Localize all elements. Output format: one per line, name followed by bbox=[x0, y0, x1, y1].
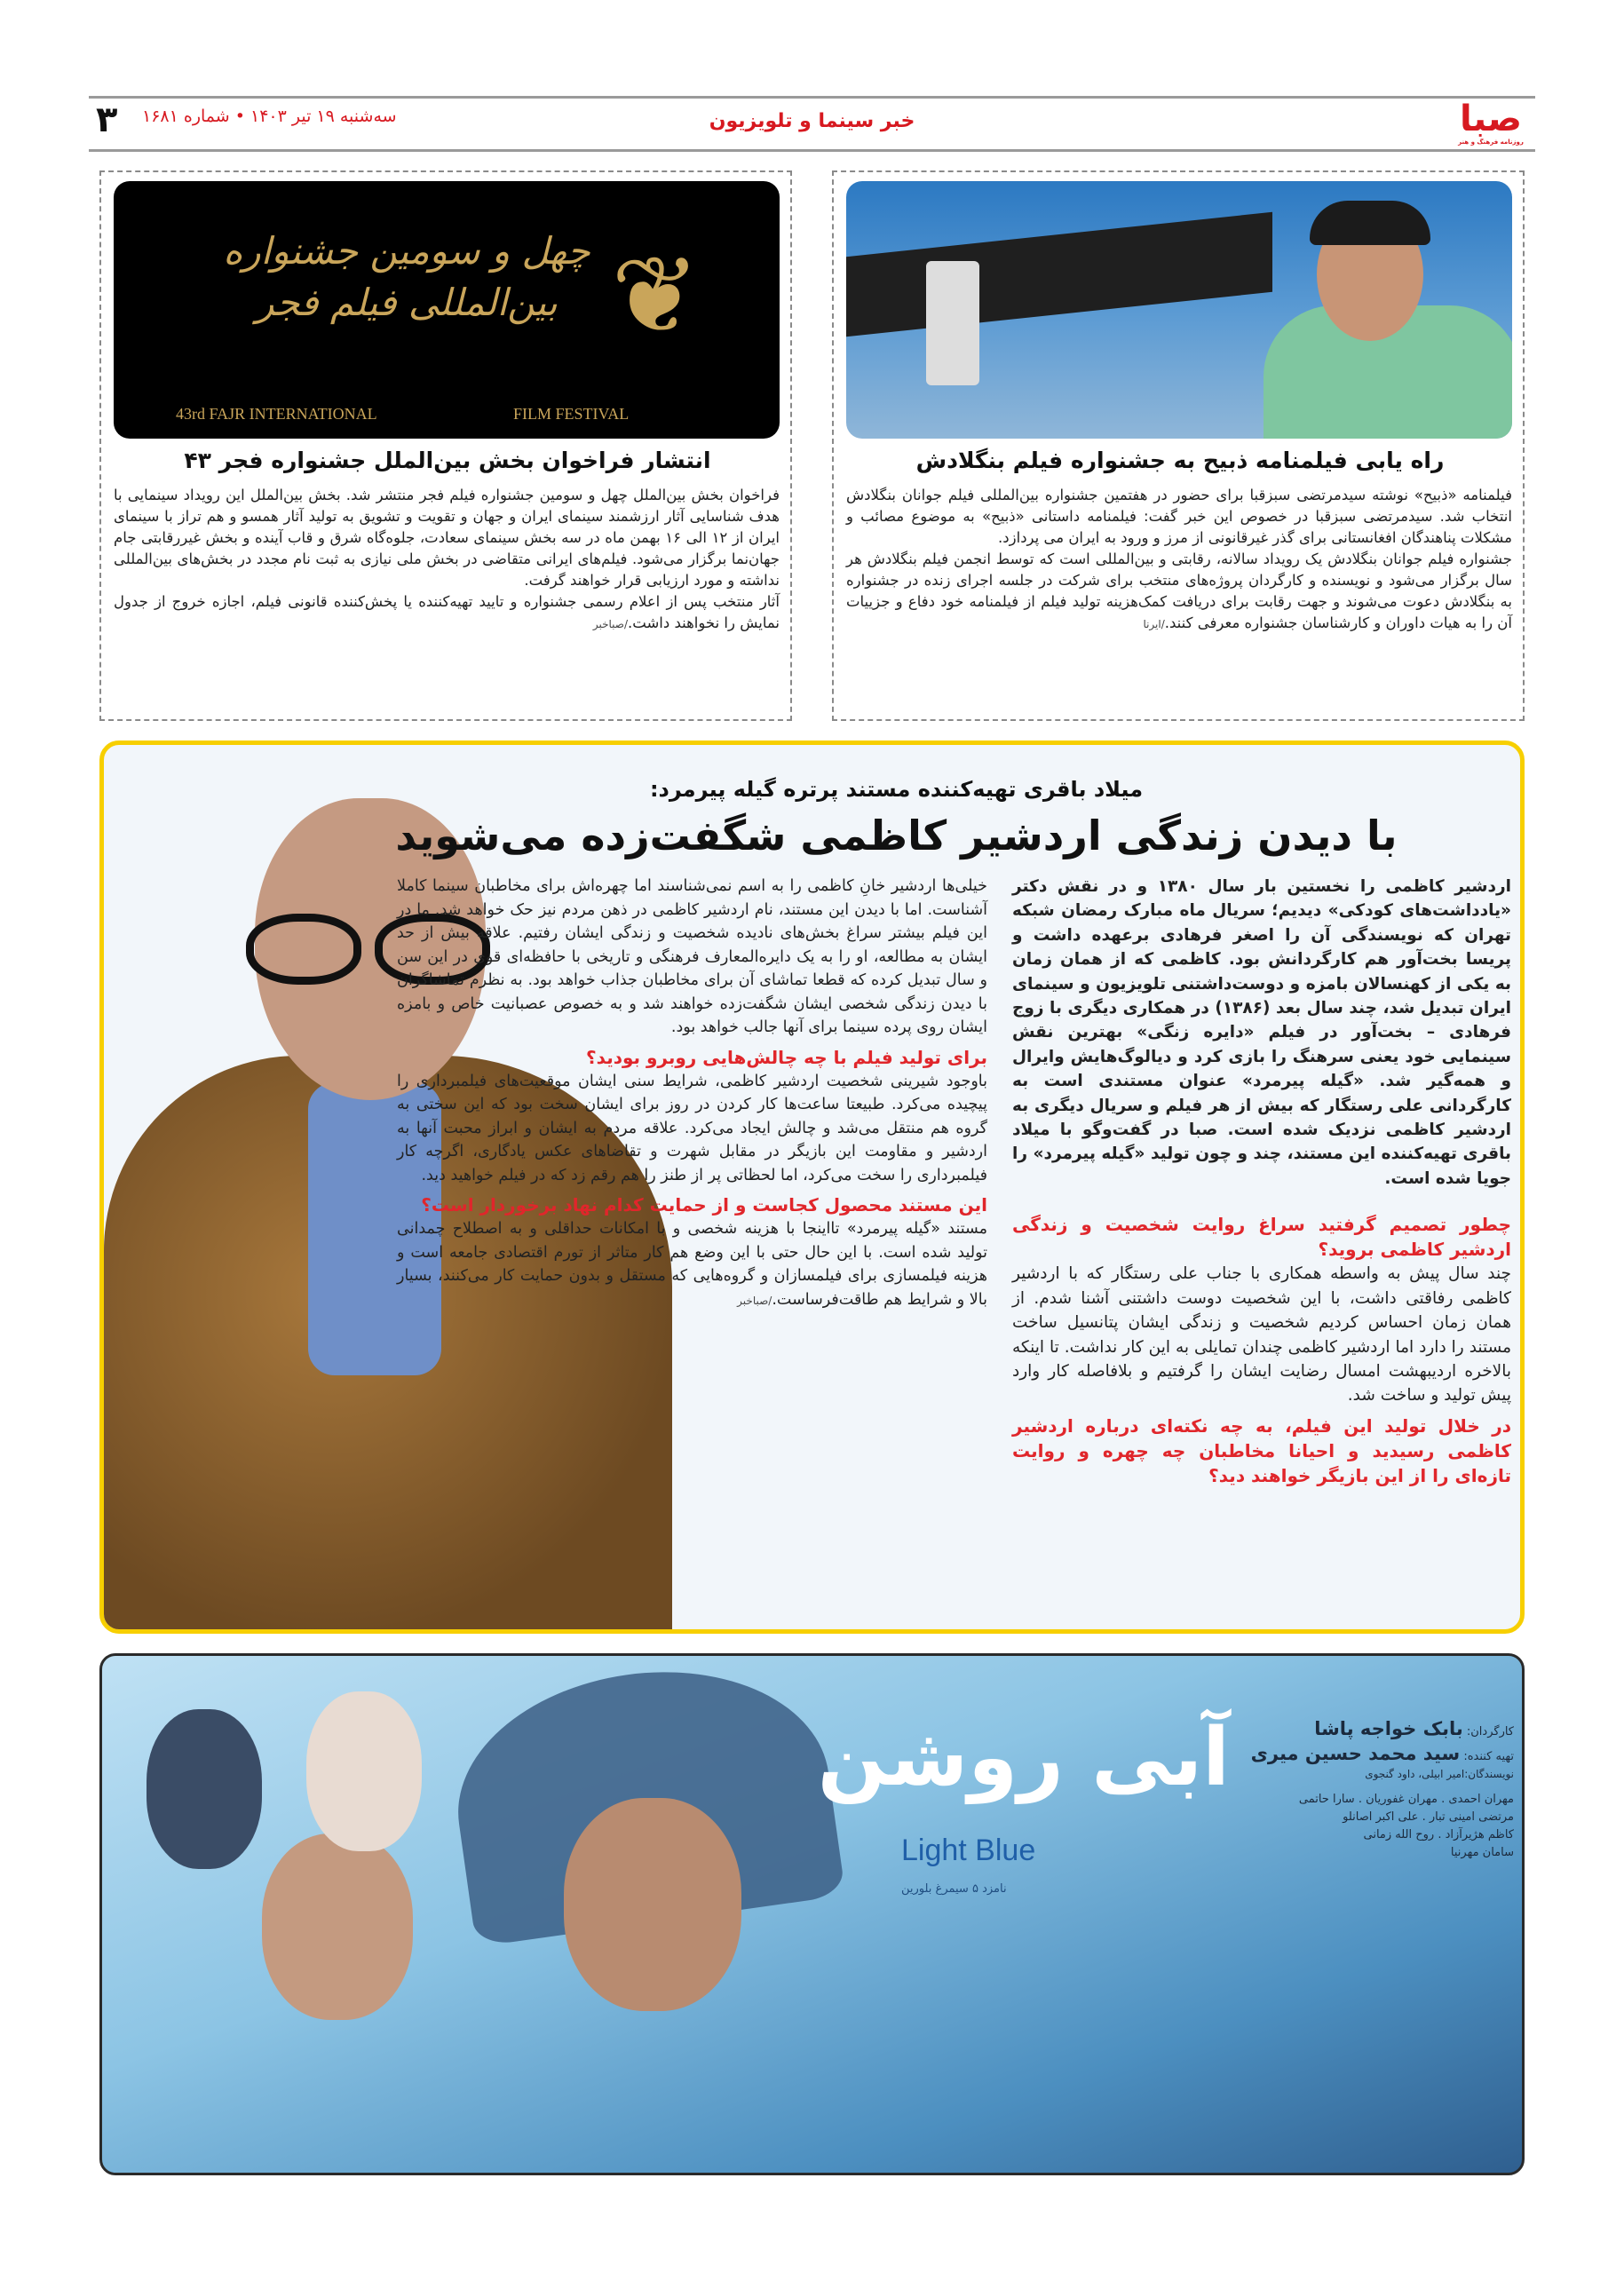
answer-2: خیلی‌ها اردشیر خانِ کاظمی را به اسم نمی‌شناسند اما چهره‌اش برای مخاطبان سینما کاملا آشناست. اما با دیدن این مستند، نام اردشیر کاظمی در ذهن مردم نیز حک خواهد شد. ما در این فیلم بیشتر سراغ بخش‌های نادیده شخصیت و زندگی ایشان رفتیم. علاقه بیش از حد ایشان به مطالعه، او را به یک دایره‌المعارف فرهنگی و تاریخی با حافظه‌ای قوی در این سن و سال تبدیل کرده که قطعا تماشای آن برای مخاطبان جذاب خواهد بود. به نظرم تماشاگران با دیدن زندگی شخصی ایشان شگفت‌زده خواهند شد و به خصوص عصبانیت خاص و بامزه ایشان روی پرده سینما برای آنها جالب خواهد بود. bbox=[397, 877, 987, 1036]
poster-title-fa: آبی روشن bbox=[817, 1711, 1230, 1804]
news-body bbox=[114, 485, 780, 635]
news-body bbox=[846, 485, 1512, 635]
writers-credit bbox=[1248, 1768, 1514, 1780]
news-paragraph: فراخوان بخش بین‌الملل چهل و سومین جشنواره فیلم فجر منتشر شد. بخش بین‌الملل این رویداد سینمایی با هدف شناسایی آثار ارزشمند سینمای ایران و جهان و تقویت و تشویق به تولید آثار همسو و هم تراز با سینمای ایران از ۱۲ الی ۱۶ بهمن ماه در سه بخش سینمای سعادت، جلوه‌گاه شرق و قاب آینده و بخش غیررقابتی جام جهان‌نما برگزار می‌شود. فیلم‌های ایرانی متقاضی در بخش ملی نیازی به ثبت نام مجدد در بخش‌های بین‌المللی نداشته و مورد ارزیابی قرار خواهند گرفت. bbox=[114, 487, 780, 589]
question-1: چطور تصمیم گرفتید سراغ روایت شخصیت و زندگی اردشیر کاظمی بروید؟ bbox=[1012, 1214, 1511, 1261]
question-2: در خلال تولید این فیلم، به چه نکته‌ای درباره اردشیر کاظمی رسیدید و احیانا مخاطبان چه چهره و روایت تازه‌ای را از این بازیگر خواهند دید؟ bbox=[1012, 1414, 1511, 1486]
cast-line: سامان مهرنیا bbox=[1450, 1846, 1514, 1859]
fajr-festival-logo bbox=[114, 181, 780, 439]
glasses-left bbox=[246, 914, 361, 985]
news-paragraph-text: جشنواره فیلم جوانان بنگلادش یک رویداد سالانه، رقابتی و بین‌المللی است که توسط انجمن فیلم بنگلادش هر سال برگزار می‌شود و نویسنده و کارگردان پروژه‌های منتخب برای شرکت در جلسه اجرای زنده در جشنواره به بنگلادش دعوت می‌شوند و جهت رقابت برای دریافت کمک‌هزینه تولید فیلم از فیلمنامه خود دفاع و جزییات آن را به هیات داوران و کارشناسان جشنواره معرفی کنند. bbox=[846, 550, 1512, 631]
section-title: خبر سینما و تلویزیون bbox=[709, 110, 915, 132]
writers-names: امیر ابیلی، داود گنجوی bbox=[1365, 1768, 1465, 1780]
kicker: میلاد باقری تهیه‌کننده مستند پرتره گیله پیرمرد: bbox=[649, 777, 1144, 802]
column-right bbox=[1012, 875, 1511, 1488]
producer-name: سید محمد حسین میری bbox=[1250, 1743, 1461, 1764]
movie-poster-light-blue bbox=[99, 1653, 1525, 2175]
news-title: راه یابی فیلمنامه ذبیح به جشنواره فیلم بنگلادش bbox=[915, 447, 1445, 473]
cast-line: کاظم هژیرآزاد . روح الله زمانی bbox=[1363, 1828, 1514, 1841]
news-source: /صباخبر bbox=[592, 618, 629, 630]
director-credit bbox=[1248, 1718, 1514, 1739]
logo-en-right: FILM FESTIVAL bbox=[513, 405, 630, 423]
police-officer bbox=[147, 1709, 262, 1869]
column-middle bbox=[397, 875, 987, 1312]
simorgh-icon: ❦ bbox=[611, 234, 701, 358]
producer-credit bbox=[1248, 1743, 1514, 1764]
news-paragraph bbox=[114, 591, 780, 635]
news-title: انتشار فراخوان بخش بین‌الملل جشنواره فجر ۴۳ bbox=[184, 447, 711, 473]
news-paragraph: فیلمنامه «ذبیح» نوشته سیدمرتضی سبزقبا برای حضور در هفتمین جشنواره بین‌المللی فیلم جوانان بنگلادش انتخاب شد. سیدمرتضی سبزقبا در خصوص این خبر گفت: فیلمنامه داستانی «ذبیح» به موضوع مصائب و مشکلات پناهندگان افغانستانی برای گذر غیرقانونی از مرز و ورود به ایران می پردازد. bbox=[846, 487, 1512, 546]
answer-4-text: مستند «گیله پیرمرد» تااینجا با هزینه شخصی و با امکانات حداقلی و به اصطلاح چمدانی تولید شده است. با این حال حتی با این وضع هم کار متاثر از تورم اقتصادی جامعه است و هزینه فیلمسازی برای فیلمسازان و گروه‌هایی که مستقل و بدون حمایت کار می‌کنند، بسیار بالا و شرایط هم طاقت‌فرساست. bbox=[397, 1220, 987, 1309]
cast-line: مرتضی امینی تبار . علی اکبر اصانلو bbox=[1343, 1810, 1514, 1824]
camera-light bbox=[926, 261, 979, 385]
camera-crane bbox=[846, 212, 1272, 337]
page-number: ۳ bbox=[96, 99, 118, 140]
writers-label: نویسندگان: bbox=[1464, 1768, 1514, 1780]
director-name: بابک خواجه پاشا bbox=[1314, 1718, 1463, 1739]
poster-title-en: Light Blue bbox=[901, 1833, 1036, 1867]
header-top-rule bbox=[89, 96, 1535, 99]
cast-line: مهران احمدی . مهران غفوریان . سارا حاتمی bbox=[1298, 1793, 1514, 1806]
nominations: نامزد ۵ سیمرغ بلورین bbox=[901, 1882, 1007, 1896]
answer-3: باوجود شیرینی شخصیت اردشیر کاظمی، شرایط سنی ایشان موقعیت‌های فیلمبرداری را پیچیده می‌کرد. طبیعتا ساعت‌ها کار کردن در روز برای ایشان سخت بود که این سختی به گروه هم منتقل می‌شد و چالش ایجاد می‌کرد. علاقه مردم به ایشان و ابراز محبت آنها به اردشیر و مقاومت این بازیگر در مقابل شهرت و تقاضاهای عکس یادگاری، اگرچه کار فیلمبرداری را سخت می‌کرد، اما لحظاتی پر از طنز را هم رقم زد که در فیلم خواهید دید. bbox=[397, 1072, 987, 1184]
feature-interview bbox=[99, 741, 1525, 1634]
news-paragraph-text: آثار منتخب پس از اعلام رسمی جشنواره و تایید تهیه‌کننده یا پخش‌کننده قانونی فیلم، اجازه خروج از جدول نمایش را نخواهند داشت. bbox=[114, 593, 780, 631]
question-4: این مستند محصول کجاست و از حمایت کدام نهاد برخوردار است؟ bbox=[421, 1194, 987, 1216]
header-bottom-rule bbox=[89, 149, 1535, 152]
intro-paragraph: اردشیر کاظمی را نخستین بار سال ۱۳۸۰ و در نقش دکتر «یادداشت‌های کودکی» دیدیم؛ سریال ماه مبارک رمضان شبکه تهران که نویسندگی آن را اصغر فرهادی برعهده داشت و پریسا بخت‌آور هم کارگردانش بود. کاظمی که از همان زمان به یکی از کهنسالان بامزه و دوست‌داشتنی تلویزیون و سینمای ایران تبدیل شد، چند سال بعد (۱۳۸۶) در همکاری دیگری با زوج فرهادی – بخت‌آور در فیلم «دایره زنگی» بهترین نقش سینمایی خود یعنی سرهنگ را بازی کرد و دیالوگ‌هایش وایرال و همه‌گیر شد. «گیله پیرمرد» عنوان مستندی است به کارگردانی علی رستگار که بیش از هر فیلم و سریال دیگری به اردشیر کاظمی نزدیک شده است. صبا در گفت‌وگو با میلاد باقری تهیه‌کننده این مستند، چند و چون تولید «گیله پیرمرد» را جویا شده است. bbox=[1012, 877, 1511, 1188]
poster-credits bbox=[1248, 1718, 1514, 1862]
person-hair bbox=[1310, 201, 1430, 245]
producer-label: تهیه کننده: bbox=[1463, 1750, 1514, 1763]
logo-text: صبا bbox=[1460, 99, 1522, 139]
feature-headline: با دیدن زندگی اردشیر کاظمی شگفت‌زده می‌شوید bbox=[395, 812, 1398, 859]
news-box-fajr bbox=[99, 170, 792, 721]
dateline: سه‌شنبه ۱۹ تیر ۱۴۰۳ • شماره ۱۶۸۱ bbox=[142, 107, 397, 126]
actor-face-left bbox=[262, 1833, 413, 2020]
news-paragraph bbox=[846, 549, 1512, 635]
logo-calligraphy: چهل و سومین جشنواره بین‌المللی فیلم فجر bbox=[223, 229, 590, 324]
news-photo-writer bbox=[846, 181, 1512, 439]
actor-face-main bbox=[564, 1798, 741, 2011]
news-source: /ایرنا bbox=[1143, 618, 1165, 630]
question-3: برای تولید فیلم با چه چالش‌هایی روبرو بودید؟ bbox=[586, 1046, 987, 1068]
logo-en-left: 43rd FAJR INTERNATIONAL bbox=[176, 405, 377, 423]
feature-source: /صباخبر bbox=[737, 1294, 772, 1307]
news-box-zabih bbox=[832, 170, 1525, 721]
logo-tagline: روزنامه فرهنگ و هنر bbox=[1458, 139, 1524, 146]
actress-face bbox=[306, 1691, 422, 1851]
answer-1: چند سال پیش به واسطه همکاری با جناب علی رستگار که با اردشیر کاظمی رفاقتی داشت، با این شخصیت دوست داشتنی آشنا شدم. از همان زمان احساس کردیم شخصیت و زندگی ایشان پتانسیل ساخت مستند را دارد اما اردشیر کاظمی چندان تمایلی به این کار نداشت. تا اینکه بالاخره اردیبهشت امسال رضایت ایشان را گرفتیم و بلافاصله کار وارد پیش تولید و ساخت شد. bbox=[1012, 1264, 1511, 1406]
director-label: کارگردان: bbox=[1466, 1725, 1514, 1738]
answer-4 bbox=[397, 1217, 987, 1312]
